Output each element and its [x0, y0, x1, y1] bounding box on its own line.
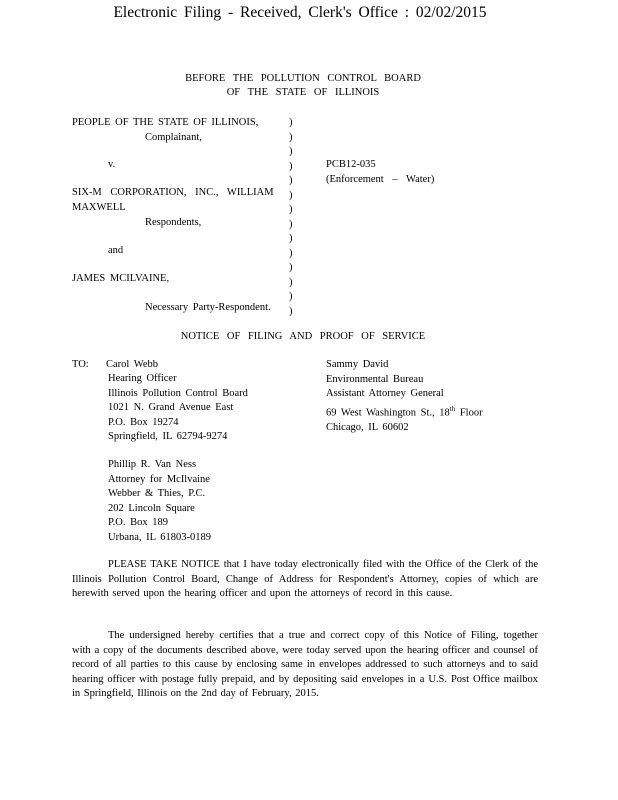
- to-label: TO:: [72, 359, 89, 370]
- address-line: 1021 N. Grand Avenue East: [108, 402, 234, 413]
- board-heading-line1: BEFORE THE POLLUTION CONTROL BOARD: [185, 73, 421, 84]
- address-line: Urbana, IL 61803-0189: [108, 531, 212, 543]
- recipient-ness: [108, 458, 211, 545]
- complainant-role: Complainant,: [145, 132, 202, 143]
- recipient-name: Carol Webb: [106, 359, 158, 370]
- address-line: Webber & Thies, P.C.: [108, 488, 206, 499]
- address-line: P.O. Box 189: [108, 517, 169, 528]
- address-line: Environmental Bureau: [326, 373, 424, 385]
- respondent-role: Respondents,: [145, 217, 202, 228]
- caption-parentheses: ) ) ) ) ) ) ) ) ) ) ) ) ) ): [289, 117, 293, 317]
- recipient-name: Phillip R. Van Ness: [108, 459, 197, 470]
- address-line: P.O. Box 19274: [108, 416, 179, 428]
- notice-paragraph: PLEASE TAKE NOTICE that I have today electronically filed with the Office of the Clerk of the Illinois Pollution Control Board, Change of Address for Respondent's Attorney, copies of which are herewith served upon the hearing officer and upon the attorneys of record in this cause.: [72, 559, 538, 599]
- versus-label: v.: [108, 159, 116, 170]
- address-line: Illinois Pollution Control Board: [108, 387, 248, 399]
- case-type: (Enforcement – Water): [326, 174, 435, 185]
- case-number: PCB12-035: [326, 159, 376, 170]
- address-line: Assistant Attorney General: [326, 388, 444, 399]
- necessary-party-role: Necessary Party-Respondent.: [145, 302, 271, 313]
- respondent-name-line2: MAXWELL: [72, 202, 126, 213]
- address-line: 202 Lincoln Square: [108, 502, 195, 514]
- address-line: Hearing Officer: [108, 373, 177, 384]
- address-line: Attorney for McIlvaine: [108, 473, 210, 485]
- certification-paragraph: The undersigned hereby certifies that a true and correct copy of this Notice of Filing, together with a copy of the documents described above, were today served upon the hearing officer and counsel of record of all parties to this cause by enclosing same in envelopes addressed to such attorneys and to said hearing officer with postage fully prepaid, and by depositing said envelopes in a U.S. Post Office mailbox in Springfield, Illinois on the 2nd day of February, 2015.: [72, 630, 538, 699]
- respondent-name-line1: SIX-M CORPORATION, INC., WILLIAM: [72, 187, 274, 198]
- recipient-webb: [106, 358, 158, 373]
- and-label: and: [108, 245, 124, 256]
- filing-stamp: Electronic Filing - Received, Clerk's Office : 02/02/2015: [113, 4, 487, 21]
- recipient-webb-address: [108, 372, 248, 445]
- address-line: Chicago, IL 60602: [326, 421, 409, 433]
- board-heading-line2: OF THE STATE OF ILLINOIS: [226, 87, 380, 98]
- address-line: 69 West Washington St., 18th Floor: [326, 404, 483, 418]
- address-line: Springfield, IL 62794-9274: [108, 431, 228, 442]
- notice-title: NOTICE OF FILING AND PROOF OF SERVICE: [180, 331, 426, 342]
- recipient-name: Sammy David: [326, 359, 389, 370]
- necessary-party-name: JAMES MCILVAINE,: [72, 273, 170, 284]
- recipient-david: [326, 358, 483, 435]
- complainant-name: PEOPLE OF THE STATE OF ILLINOIS,: [72, 117, 259, 128]
